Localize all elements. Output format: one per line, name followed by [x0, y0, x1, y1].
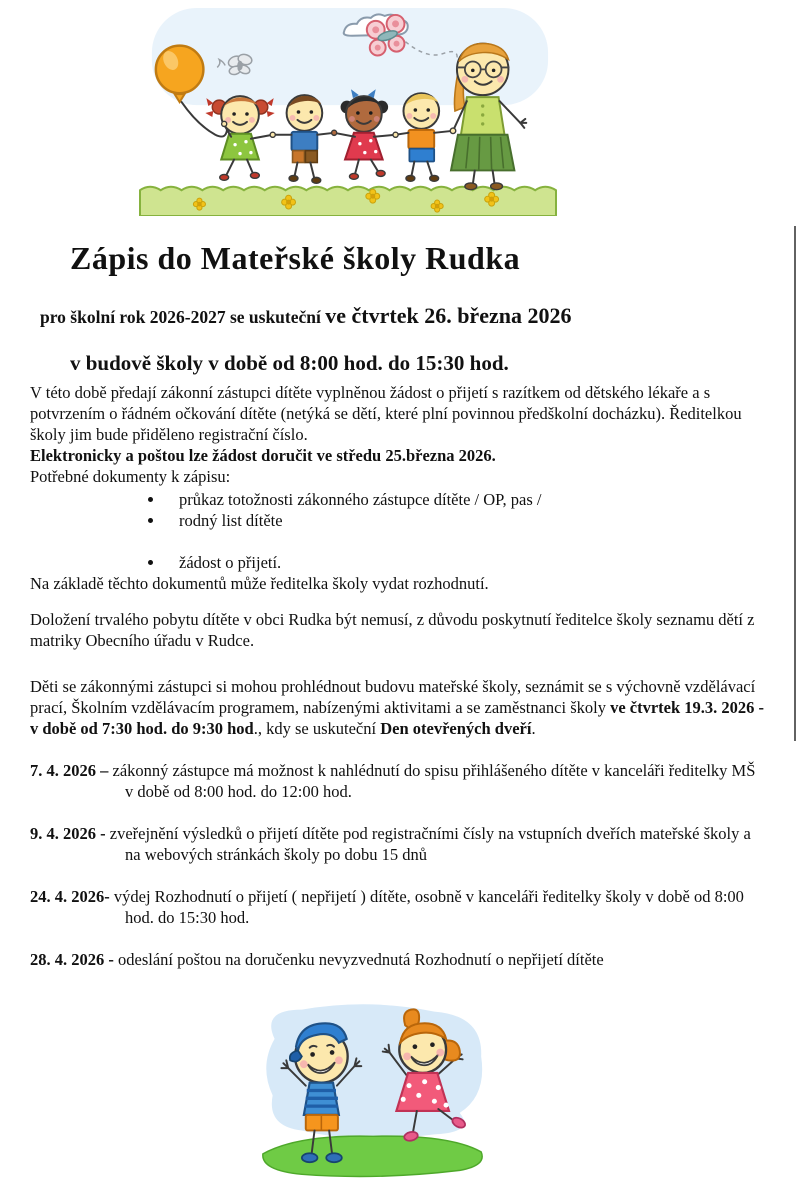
subtitle-date: ve čtvrtek 26. března 2026: [325, 303, 572, 328]
schedule-date: 28. 4. 2026: [30, 950, 105, 969]
schedule-item: [30, 823, 766, 865]
time-place-line: v budově školy v době od 8:00 hod. do 15:30 hod.: [70, 351, 509, 375]
schedule-text: výdej Rozhodnutí o přijetí ( nepřijetí ) dítěte, osobně v kanceláři ředitelky školy v době od 8:00 hod. do 15:30 hod.: [113, 887, 744, 927]
documents-heading: Potřebné dokumenty k zápisu:: [30, 467, 231, 486]
open-day-text: Děti se zákonnými zástupci si mohou prohlédnout budovu mateřské školy, seznámit se s výchovně vzdělávací prací, Školním vzdělávacím programem, nabízenými aktivitami a se zaměstnanci školy: [30, 677, 756, 717]
boy-orange-shirt: [393, 93, 453, 181]
jumping-children-illustration: [238, 996, 508, 1186]
delivery-note: Elektronicky a poštou lze žádost doručit ve středu 25.března 2026.: [30, 446, 496, 465]
page-title: Zápis do Mateřské školy Rudka: [70, 240, 521, 276]
schedule-date: 9. 4. 2026: [30, 824, 96, 843]
grass-patch: [263, 1136, 482, 1176]
open-day-datetime: ve čtvrtek 19.3. 2026 - v době od 7:30 hod. do 9:30 hod: [30, 698, 765, 738]
schedule-text: zákonný zástupce má možnost k nahlédnutí do spisu přihlášeného dítěte v kanceláři ředitelky MŠ v době od 8:00 hod. do 12:00 hod.: [112, 761, 756, 801]
boy-blue-shirt: [270, 95, 334, 183]
schedule-date: 7. 4. 2026: [30, 761, 96, 780]
list-item: • průkaz totožnosti zákonného zástupce dítěte / OP, pas /: [165, 489, 766, 510]
children-teacher-illustration: [138, 8, 558, 216]
open-day-text: .: [531, 719, 536, 738]
intro-paragraph: V této době předají zákonní zástupci dítěte vyplněnou žádost o přijetí s razítkem od dětského lékaře a s potvrzením o řádném očkování dítěte (netýká se dětí, které plní povinnou předškolní docházku). Ředitelkou školy jim bude přiděleno registrační číslo.: [30, 383, 742, 444]
subtitle-line: [40, 302, 796, 333]
schedule-separator: –: [96, 761, 113, 780]
schedule-item: [30, 760, 766, 802]
schedule-list: [30, 760, 766, 970]
schedule-text: zveřejnění výsledků o přijetí dítěte pod registračními čísly na vstupních dveřích mateřské školy a na webových stránkách školy po dobu 15 dnů: [109, 824, 751, 864]
girl-green-dress: [205, 96, 274, 180]
schedule-item: [30, 886, 766, 928]
schedule-separator: -: [96, 824, 110, 843]
documents-list: [30, 489, 766, 573]
schedule-separator: -: [104, 887, 114, 906]
schedule-item: [30, 949, 766, 970]
open-day-paragraph: [30, 676, 766, 739]
subtitle-prefix: pro školní rok 2026-2027 se uskuteční: [40, 307, 326, 327]
list-item: • žádost o přijetí.: [165, 552, 766, 573]
open-day-event: Den otevřených dveří: [380, 719, 532, 738]
schedule-text: odeslání poštou na doručenku nevyzvednutá Rozhodnutí o nepřijetí dítěte: [118, 950, 604, 969]
document-body: [30, 382, 766, 970]
decision-note: Na základě těchto dokumentů může ředitelka školy vydat rozhodnutí.: [30, 574, 489, 593]
open-day-text: ., kdy se uskuteční: [253, 719, 381, 738]
residence-note: Doložení trvalého pobytu dítěte v obci Rudka být nemusí, z důvodu poskytnutí ředitelce školy seznamu dětí z matriky Obecního úřadu v Rudce.: [30, 610, 755, 650]
schedule-date: 24. 4. 2026: [30, 887, 105, 906]
list-item: • rodný list dítěte: [165, 510, 766, 531]
schedule-separator: -: [104, 950, 118, 969]
